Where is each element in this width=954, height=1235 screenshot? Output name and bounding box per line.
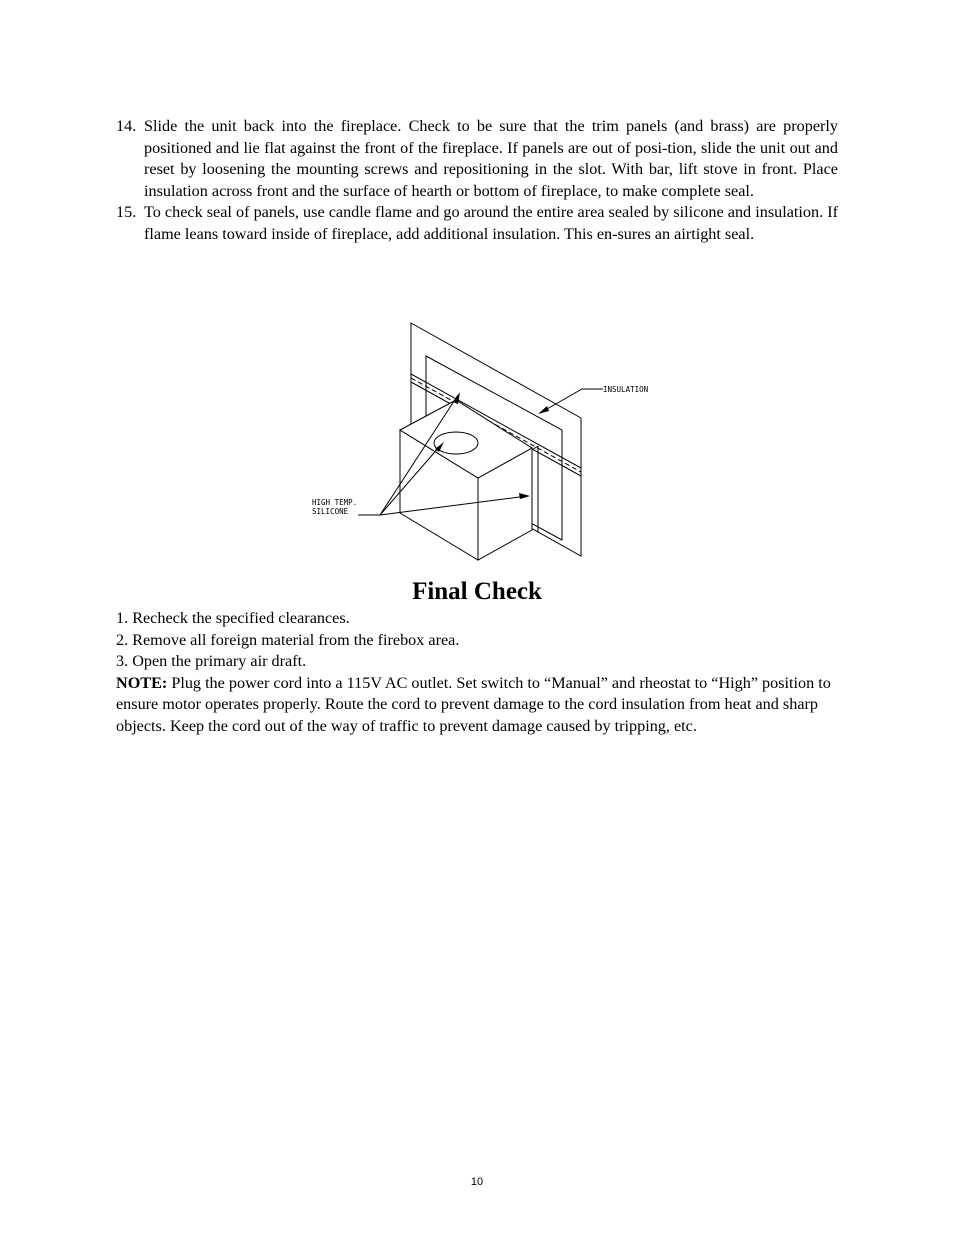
instruction-steps [116,116,838,246]
step-number: 15. [116,203,137,222]
step-14 [116,116,838,202]
section-title: Final Check [412,578,542,605]
final-check-item: 2. Remove all foreign material from the firebox area. [116,630,460,649]
step-text: Slide the unit back into the fireplace. Check to be sure that the trim panels (and brass) are properly positioned and lie flat against the front of the fireplace. If panels are out of posi-tion, slide the unit out and reset by loosening the mounting screws and repositioning in the slot. With bar, lift stove in front. Place insulation across front and the surface of hearth or bottom of fireplace, to make complete seal. [144,117,838,200]
insulation-leader-line [540,389,603,413]
step-15 [116,202,838,245]
insulation-label: INSULATION [603,385,649,394]
silicone-label-line2: SILICONE [312,507,349,516]
note-text: Plug the power cord into a 115V AC outlet. Set switch to “Manual” and rheostat to “High” position to ensure motor operates properly. Route the cord to prevent damage to the cord insulation from heat and sharp objects. Keep the cord out of the way of traffic to prevent damage caused by tripping, etc. [116,673,831,735]
fireplace-insert-drawing [300,318,660,566]
final-check-section [116,608,838,738]
flue-collar-shape [434,432,478,454]
installation-diagram [300,318,660,566]
note-label: NOTE: [116,673,168,692]
note-paragraph [116,673,838,738]
page-number: 10 [470,1176,484,1188]
arrowhead-shape [538,406,549,414]
final-check-item: 3. Open the primary air draft. [116,652,307,671]
final-check-item: 1. Recheck the specified clearances. [116,609,350,627]
step-number: 14. [116,117,137,135]
step-text: To check seal of panels, use candle flame and go around the entire area sealed by silicone and insulation. If flame leans toward inside of fireplace, add additional insulation. This en-sures an airtight seal. [144,203,838,243]
silicone-label-line1: HIGH TEMP. [312,498,358,507]
